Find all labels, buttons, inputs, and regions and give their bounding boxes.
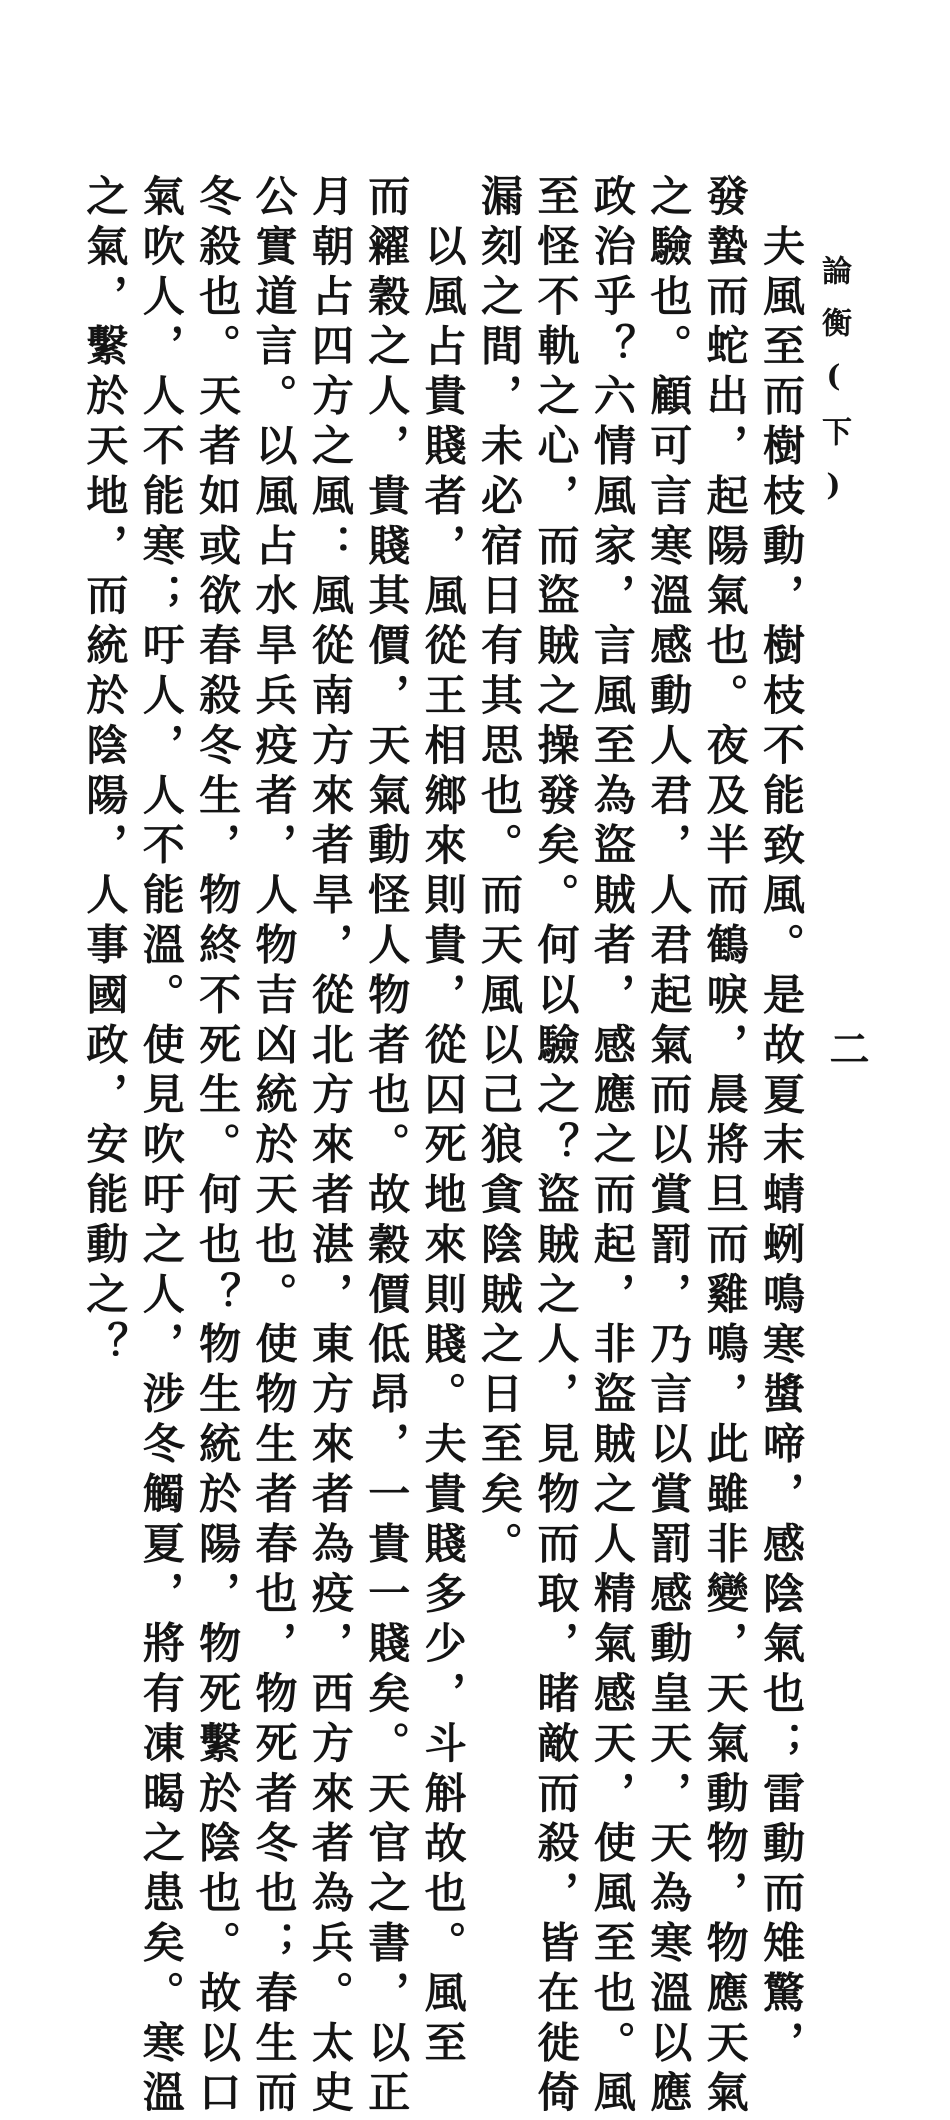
text-column: 冬殺也。天者如或欲春殺冬生，物終不死生。何也？物生統於陽，物死繫於陰也。故以口	[193, 174, 243, 2120]
vertical-text-body	[80, 174, 806, 2120]
text-column: 之驗也。顧可言寒溫感動人君，人君起氣而以賞罰，乃言以賞罰感動皇天，天為寒溫以應	[644, 174, 694, 2120]
text-column: 公實道言。以風占水旱兵疫者，人物吉凶統於天也。使物生者春也，物死者冬也；春生而	[249, 174, 299, 2120]
text-column: 政治乎？六情風家，言風至為盜賊者，感應之而起，非盜賊之人精氣感天，使風至也。風	[587, 174, 637, 2120]
text-column: 月朝占四方之風：風從南方來者旱，從北方來者湛，東方來者為疫，西方來者為兵。太史	[305, 174, 355, 2120]
text-column: 發蟄而蛇出，起陽氣也。夜及半而鶴唳，晨將旦而雞鳴，此雖非變，天氣動物，物應天氣	[700, 174, 750, 2120]
text-column: 夫風至而樹枝動，樹枝不能致風。是故夏末蜻蛚鳴寒螿啼，感陰氣也；雷動而雉驚，	[757, 223, 806, 2071]
text-column: 漏刻之間，未必宿日有其思也。而天風以己狼貪陰賊之日至矣。	[475, 174, 525, 1572]
running-header-title: 論衡(下)	[816, 255, 851, 525]
text-column: 之氣，繫於天地，而統於陰陽，人事國政，安能動之？	[80, 174, 130, 1372]
text-column: 氣吹人，人不能寒；吁人，人不能溫。使見吹吁之人，涉冬觸夏，將有凍暍之患矣。寒溫	[136, 174, 186, 2120]
page-number: 二	[823, 1028, 870, 1068]
text-column: 至怪不軌之心，而盜賊之操發矣。何以驗之？盜賊之人，見物而取，睹敵而殺，皆在徙倚	[531, 174, 581, 2120]
text-column: 而糴穀之人，貴賤其價，天氣動怪人物者也。故穀價低昂，一貴一賤矣。天官之書，以正	[362, 174, 412, 2120]
text-column: 以風占貴賤者，風從王相鄉來則貴，從囚死地來則賤。夫貴賤多少，斗斛故也。風至	[418, 223, 468, 2071]
